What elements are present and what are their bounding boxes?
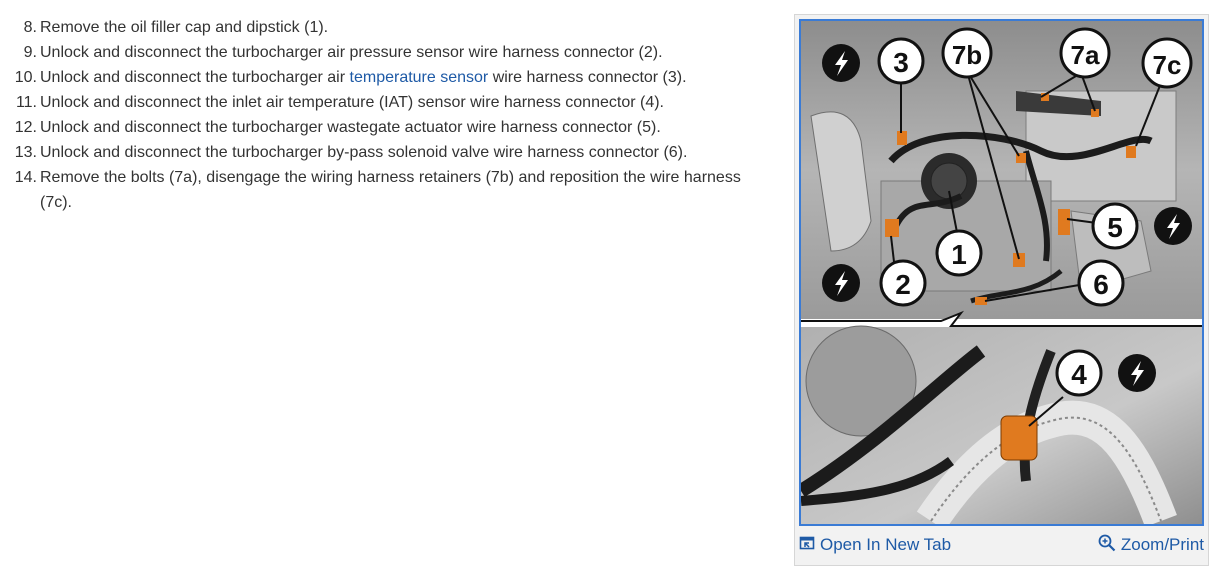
zoom-icon bbox=[1098, 534, 1116, 557]
step-12 bbox=[0, 115, 770, 140]
callout-5: 5 bbox=[1107, 212, 1123, 243]
step-10 bbox=[0, 65, 770, 90]
electrical-connector-icon bbox=[822, 264, 860, 302]
step-number: 11. bbox=[15, 94, 37, 111]
callout-7b: 7b bbox=[951, 40, 983, 70]
procedure-steps bbox=[0, 15, 770, 215]
step-13 bbox=[0, 140, 770, 165]
step-number: 9. bbox=[23, 44, 37, 61]
new-tab-icon bbox=[799, 535, 815, 556]
step-number: 8. bbox=[23, 19, 37, 36]
electrical-connector-icon bbox=[1154, 207, 1192, 245]
temperature-sensor-link[interactable]: temperature sensor bbox=[349, 69, 489, 86]
engine-top-view bbox=[801, 21, 1202, 326]
step-8 bbox=[0, 15, 770, 40]
callout-6: 6 bbox=[1093, 269, 1109, 300]
step-text-before: Unlock and disconnect the turbocharger air bbox=[40, 69, 350, 86]
step-text: Unlock and disconnect the turbocharger air pressure sensor wire harness connector (2). bbox=[40, 44, 663, 61]
callout-3: 3 bbox=[893, 47, 909, 78]
callout-1: 1 bbox=[951, 239, 967, 270]
zoom-print-button[interactable] bbox=[1098, 534, 1204, 557]
step-text: Remove the oil filler cap and dipstick (1). bbox=[40, 19, 329, 36]
callout-2: 2 bbox=[895, 269, 911, 300]
step-number: 12. bbox=[14, 119, 37, 136]
open-in-new-tab-label: Open In New Tab bbox=[820, 535, 952, 554]
callout-4: 4 bbox=[1071, 359, 1087, 390]
step-14 bbox=[0, 165, 770, 215]
step-text: Remove the bolts (7a), disengage the wiring harness retainers (7b) and reposition the wire harness (7c). bbox=[40, 169, 741, 211]
step-9 bbox=[0, 40, 770, 65]
electrical-connector-icon bbox=[1118, 354, 1156, 392]
step-text-after: wire harness connector (3). bbox=[488, 69, 687, 86]
step-text: Unlock and disconnect the turbocharger by-pass solenoid valve wire harness connector (6). bbox=[40, 144, 688, 161]
engine-illustration[interactable] bbox=[799, 19, 1204, 526]
figure-toolbar bbox=[799, 530, 1204, 560]
callout-7c: 7c bbox=[1152, 50, 1182, 80]
step-number: 13. bbox=[14, 144, 37, 161]
step-text: Unlock and disconnect the turbocharger wastegate actuator wire harness connector (5). bbox=[40, 119, 661, 136]
step-text bbox=[40, 65, 770, 90]
electrical-connector-icon bbox=[822, 44, 860, 82]
callout-7a: 7a bbox=[1070, 40, 1100, 70]
open-in-new-tab-button[interactable] bbox=[799, 535, 951, 556]
zoom-print-label: Zoom/Print bbox=[1120, 535, 1204, 554]
figure-panel bbox=[794, 14, 1209, 566]
step-number: 10. bbox=[14, 69, 37, 86]
engine-detail-view bbox=[801, 326, 1202, 524]
step-text: Unlock and disconnect the inlet air temperature (IAT) sensor wire harness connector (4). bbox=[40, 94, 664, 111]
step-11 bbox=[0, 90, 770, 115]
step-number: 14. bbox=[14, 169, 37, 186]
